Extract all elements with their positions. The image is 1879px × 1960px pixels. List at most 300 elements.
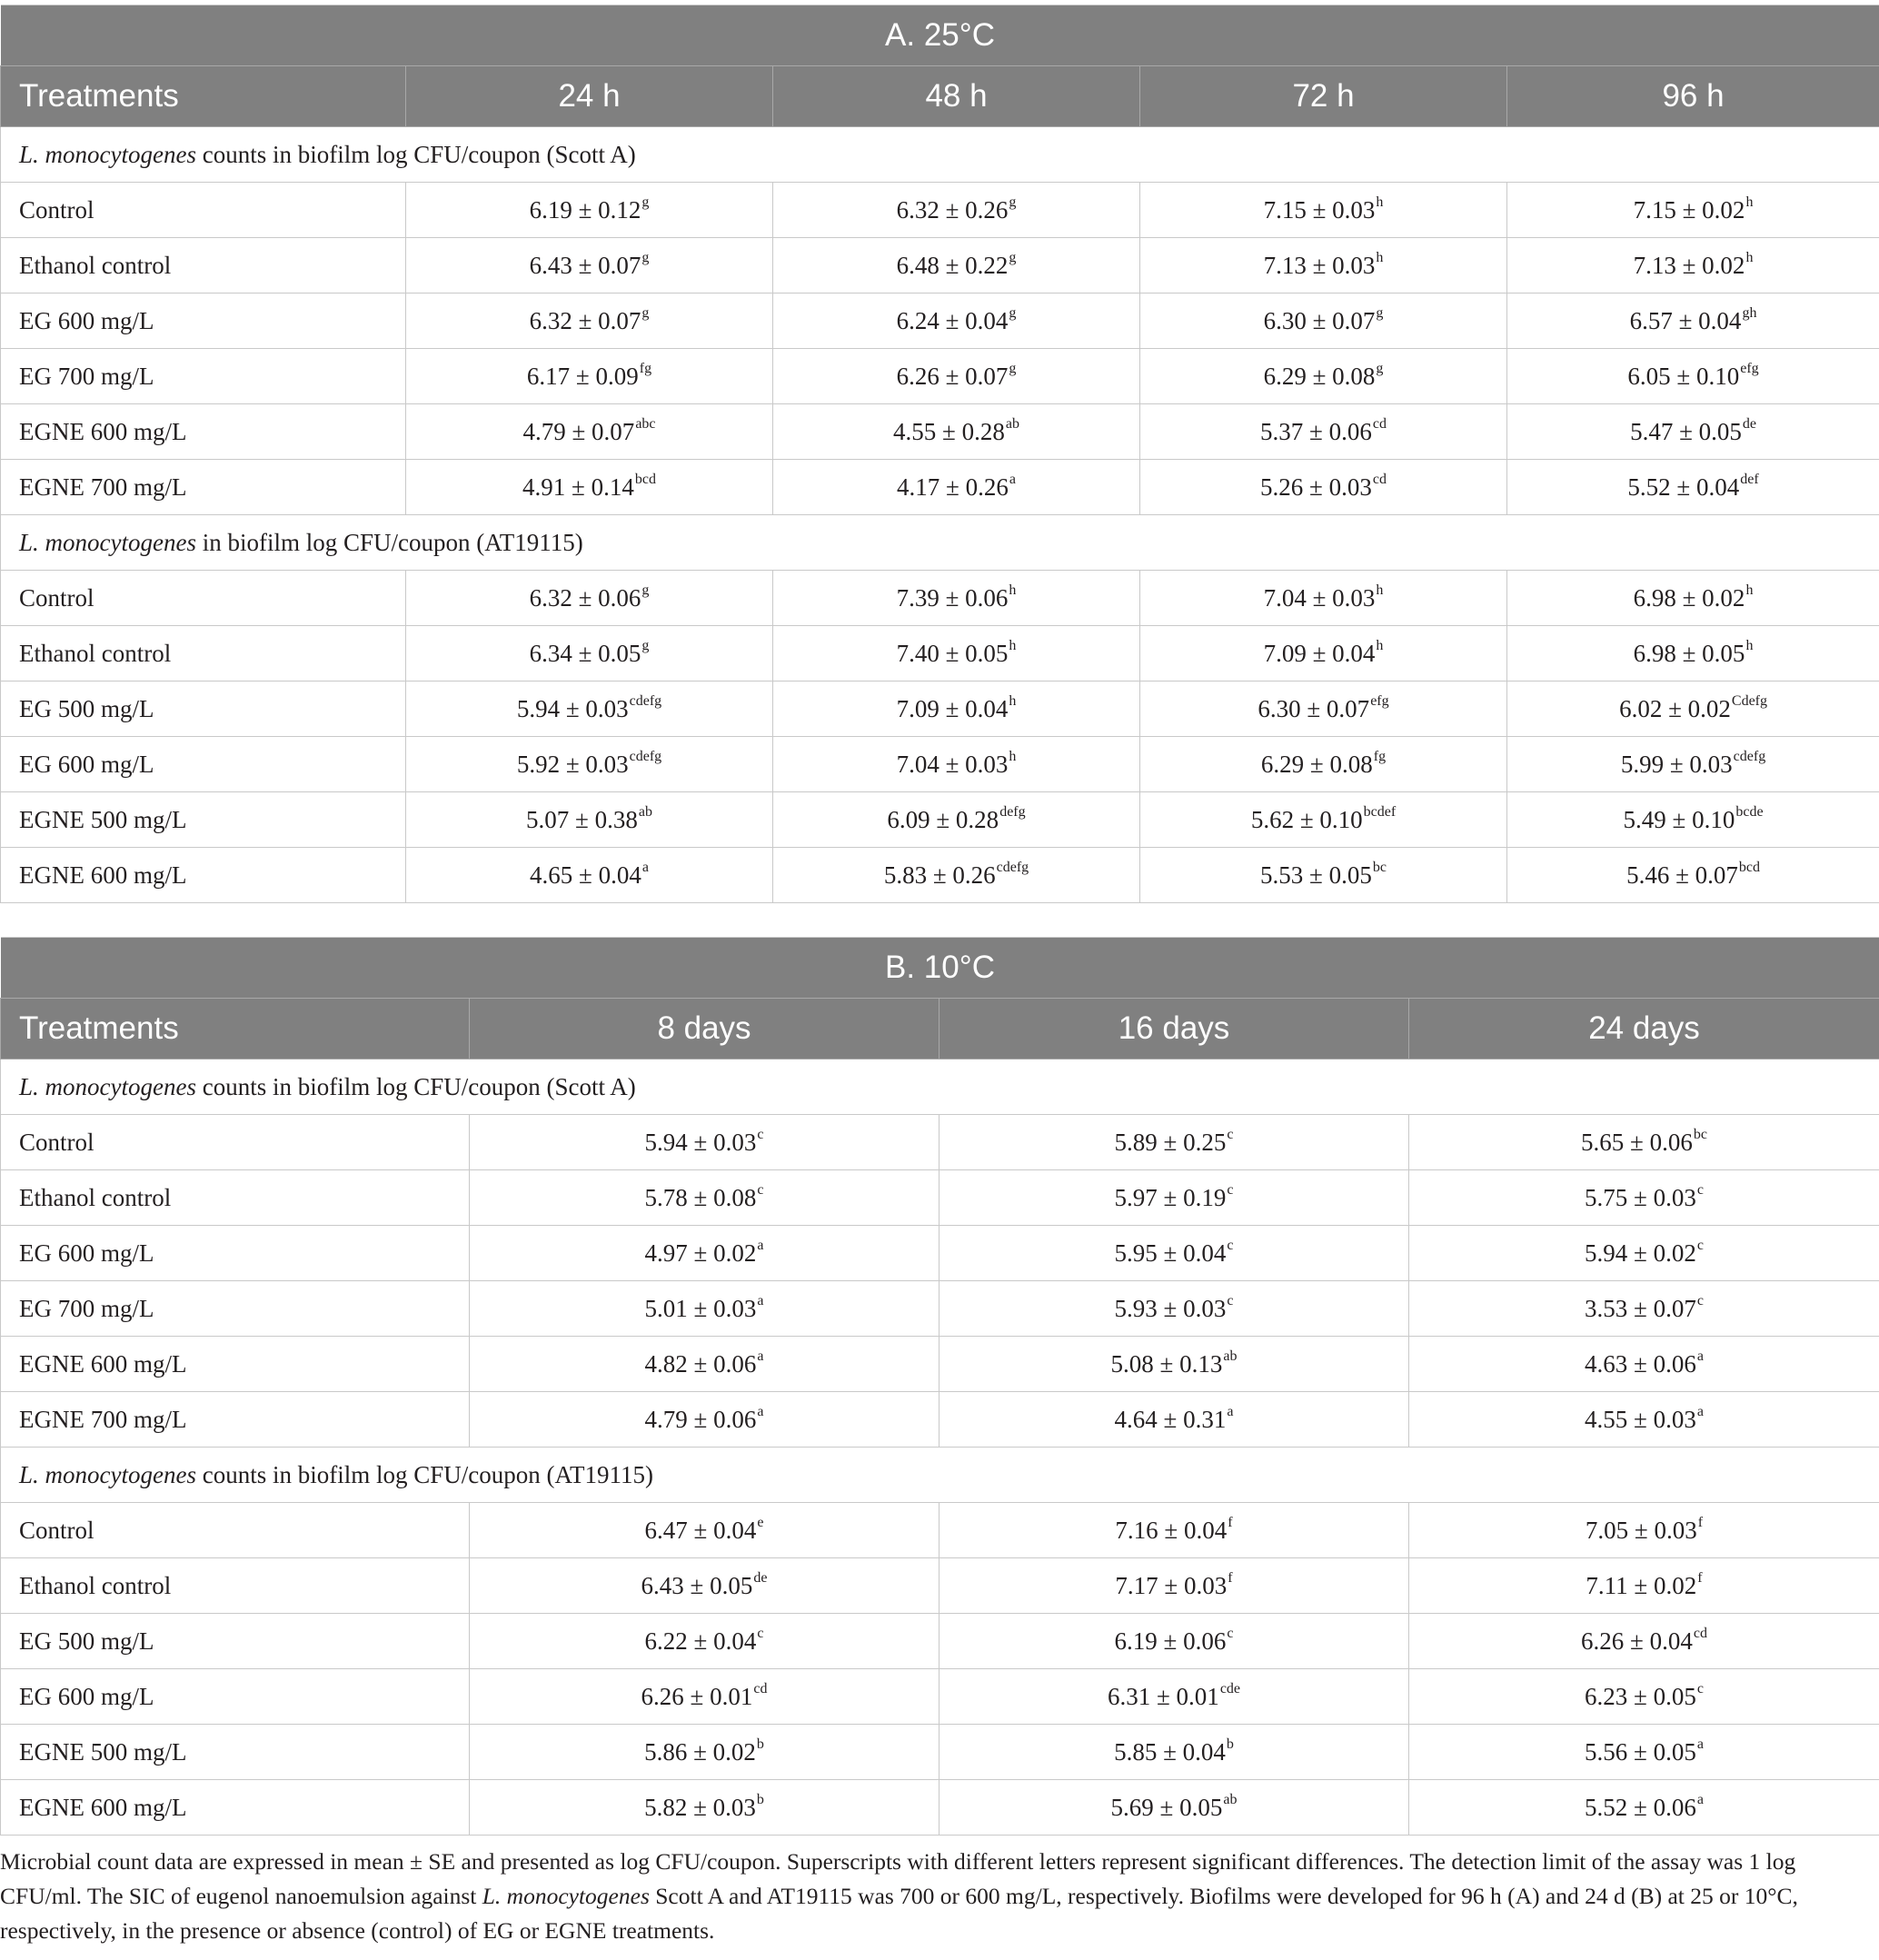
treatment-cell: EG 500 mg/L [1,1614,470,1669]
significance-letter: h [1745,582,1754,598]
value-cell [470,1392,940,1448]
significance-letter: cd [1372,471,1387,487]
value-text: 5.92 ± 0.03 [516,750,629,778]
significance-letter: g [1009,360,1017,376]
value-text: 7.11 ± 0.02 [1586,1571,1697,1599]
value-text: 5.07 ± 0.38 [526,805,638,833]
value-cell [1507,626,1879,682]
table-row [1,183,1879,238]
results-table-25c [0,5,1879,903]
treatment-cell: Ethanol control [1,626,406,682]
significance-letter: g [1376,360,1384,376]
value-cell [940,1669,1409,1725]
significance-letter: abc [635,415,656,432]
value-cell [773,626,1140,682]
table-row [1,792,1879,848]
value-cell [1507,571,1879,626]
value-text: 5.65 ± 0.06 [1581,1128,1693,1156]
value-cell [773,349,1140,404]
value-text: 6.47 ± 0.04 [644,1516,757,1544]
value-cell [940,1725,1409,1780]
treatment-cell: Control [1,1115,470,1170]
value-text: 5.78 ± 0.08 [644,1183,757,1211]
table-row [1,1170,1879,1226]
value-text: 5.47 ± 0.05 [1630,417,1742,445]
value-text: 6.24 ± 0.04 [896,306,1009,334]
value-cell [1409,1226,1879,1281]
value-cell [406,238,773,294]
table-title: B. 10°C [1,938,1879,999]
value-text: 6.29 ± 0.08 [1260,750,1373,778]
value-cell [406,294,773,349]
value-text: 5.94 ± 0.03 [516,694,629,722]
value-text: 7.04 ± 0.03 [896,750,1009,778]
value-text: 4.63 ± 0.06 [1585,1349,1696,1378]
column-header-96h: 96 h [1507,66,1879,127]
value-text: 4.17 ± 0.26 [897,473,1009,501]
significance-letter: cd [753,1680,768,1696]
value-text: 6.17 ± 0.09 [526,362,639,390]
value-cell [1507,238,1879,294]
value-cell [470,1226,940,1281]
value-text: 6.32 ± 0.26 [896,195,1009,224]
value-text: 5.53 ± 0.05 [1260,861,1372,889]
table-row [1,1558,1879,1614]
value-cell [1140,238,1507,294]
section-label: counts in biofilm log CFU/coupon (Scott A) [195,140,636,168]
significance-letter: bc [1372,859,1387,875]
value-text: 6.32 ± 0.07 [529,306,641,334]
value-cell [470,1669,940,1725]
significance-letter: g [641,637,650,653]
significance-letter: a [641,859,649,875]
significance-letter: f [1228,1514,1233,1530]
value-cell [1409,1392,1879,1448]
table-row [1,1226,1879,1281]
table-body [1,127,1879,903]
table-row [1,1392,1879,1448]
significance-letter: h [1376,249,1384,265]
value-text: 7.09 ± 0.04 [896,694,1009,722]
value-cell [1140,404,1507,460]
section-header [1,127,1879,183]
significance-letter: e [757,1514,764,1530]
value-cell [773,183,1140,238]
value-cell [1409,1337,1879,1392]
value-text: 5.46 ± 0.07 [1626,861,1738,889]
significance-letter: h [1745,194,1754,210]
table-row [1,238,1879,294]
significance-letter: c [1696,1292,1704,1308]
significance-letter: g [641,249,650,265]
significance-letter: efg [1740,360,1759,376]
value-cell [1409,1780,1879,1836]
value-text: 6.48 ± 0.22 [896,251,1009,279]
value-cell [1507,404,1879,460]
significance-letter: b [1226,1736,1234,1752]
value-cell [940,1281,1409,1337]
section-organism: L. monocytogenes [19,1072,196,1100]
value-text: 3.53 ± 0.07 [1585,1294,1696,1322]
value-cell [773,294,1140,349]
value-text: 4.97 ± 0.02 [644,1239,757,1267]
footnote-text-end: Scott A and AT19115 was 700 or 600 mg/L, respectively. Biofilms were developed for 96 h (A) and 24 d (B) at 25 or 10°C, respectively, in the presence or absence (control) of EG or EGNE treatments. [0,1883,1798,1944]
value-cell [1409,1725,1879,1780]
treatment-cell: EG 600 mg/L [1,1226,470,1281]
significance-letter: h [1745,249,1754,265]
value-text: 6.43 ± 0.05 [641,1571,753,1599]
treatment-cell: EGNE 600 mg/L [1,1780,470,1836]
table-header-row [1,66,1879,127]
value-cell [470,1558,940,1614]
table-footnote [0,1845,1872,1948]
section-header-row [1,1060,1879,1115]
section-header-row [1,127,1879,183]
significance-letter: a [1227,1403,1234,1419]
value-text: 5.69 ± 0.05 [1110,1793,1223,1821]
table-row [1,848,1879,903]
table-row [1,1281,1879,1337]
value-text: 7.15 ± 0.02 [1633,195,1745,224]
value-cell [1409,1281,1879,1337]
significance-letter: a [757,1348,764,1364]
value-cell [1507,848,1879,903]
value-text: 6.43 ± 0.07 [529,251,641,279]
value-text: 5.83 ± 0.26 [883,861,996,889]
value-text: 5.56 ± 0.05 [1585,1737,1696,1766]
value-text: 7.39 ± 0.06 [896,583,1009,612]
significance-letter: c [1227,1126,1234,1142]
value-text: 5.82 ± 0.03 [644,1793,756,1821]
value-text: 4.82 ± 0.06 [644,1349,757,1378]
table-title-row [1,5,1879,66]
value-text: 4.55 ± 0.28 [893,417,1005,445]
treatment-cell: Ethanol control [1,1558,470,1614]
significance-letter: b [756,1736,764,1752]
value-cell [1507,792,1879,848]
value-text: 6.26 ± 0.01 [641,1682,753,1710]
section-header [1,1060,1879,1115]
value-cell [406,792,773,848]
significance-letter: h [1009,748,1017,764]
column-header-24h: 24 h [406,66,773,127]
significance-letter: c [1696,1680,1704,1696]
significance-letter: cdefg [1733,748,1766,764]
significance-letter: a [757,1292,764,1308]
table-body [1,1060,1879,1836]
table-row [1,1115,1879,1170]
column-header-treatments: Treatments [1,66,406,127]
table-row [1,571,1879,626]
value-text: 7.09 ± 0.04 [1263,639,1376,667]
value-text: 4.64 ± 0.31 [1114,1405,1227,1433]
section-organism: L. monocytogenes [19,140,196,168]
value-text: 5.85 ± 0.04 [1114,1737,1226,1766]
value-text: 5.99 ± 0.03 [1620,750,1733,778]
value-text: 6.26 ± 0.07 [896,362,1009,390]
significance-letter: ab [638,803,652,820]
results-table-10c [0,937,1879,1836]
significance-letter: def [1740,471,1759,487]
table-title: A. 25°C [1,5,1879,66]
significance-letter: b [756,1791,764,1807]
significance-letter: f [1228,1569,1233,1586]
footnote-organism: L. monocytogenes [482,1883,650,1909]
value-text: 6.22 ± 0.04 [644,1627,757,1655]
table-header-row [1,999,1879,1060]
section-label: counts in biofilm log CFU/coupon (Scott A) [195,1072,636,1100]
significance-letter: h [1745,637,1754,653]
value-cell [406,682,773,737]
value-cell [1140,294,1507,349]
value-cell [1507,737,1879,792]
value-cell [773,404,1140,460]
significance-letter: h [1009,637,1017,653]
significance-letter: bcdef [1363,803,1397,820]
table-row [1,1503,1879,1558]
value-text: 5.08 ± 0.13 [1110,1349,1223,1378]
value-text: 5.89 ± 0.25 [1114,1128,1227,1156]
significance-letter: g [641,304,650,321]
value-cell [1409,1170,1879,1226]
significance-letter: bc [1693,1126,1707,1142]
section-header [1,515,1879,571]
significance-letter: f [1697,1569,1703,1586]
significance-letter: g [1009,249,1017,265]
significance-letter: ab [1223,1348,1238,1364]
value-text: 4.79 ± 0.07 [522,417,635,445]
value-text: 6.34 ± 0.05 [529,639,641,667]
table-row [1,1725,1879,1780]
value-cell [940,1392,1409,1448]
significance-letter: a [1009,471,1016,487]
significance-letter: c [1227,1625,1234,1641]
significance-letter: fg [1373,748,1387,764]
significance-letter: g [641,194,650,210]
significance-letter: h [1009,582,1017,598]
value-text: 6.57 ± 0.04 [1629,306,1742,334]
value-text: 7.15 ± 0.03 [1263,195,1376,224]
value-text: 6.30 ± 0.07 [1258,694,1370,722]
significance-letter: cdefg [996,859,1029,875]
value-cell [406,571,773,626]
value-cell [773,682,1140,737]
value-text: 5.94 ± 0.02 [1585,1239,1696,1267]
significance-letter: de [1742,415,1756,432]
significance-letter: c [1696,1181,1704,1198]
section-header-row [1,1448,1879,1503]
value-cell [470,1614,940,1669]
value-cell [940,1503,1409,1558]
value-cell [1409,1614,1879,1669]
value-text: 4.55 ± 0.03 [1585,1405,1696,1433]
column-header-8-days: 8 days [470,999,940,1060]
significance-letter: h [1376,194,1384,210]
value-text: 4.65 ± 0.04 [530,861,641,889]
value-text: 6.09 ± 0.28 [887,805,999,833]
significance-letter: bcd [1738,859,1760,875]
value-cell [773,848,1140,903]
table-row [1,404,1879,460]
value-text: 7.13 ± 0.02 [1633,251,1745,279]
table-row [1,1669,1879,1725]
treatment-cell: Ethanol control [1,238,406,294]
column-header-72h: 72 h [1140,66,1507,127]
treatment-cell: EGNE 700 mg/L [1,1392,470,1448]
table-row [1,737,1879,792]
significance-letter: cde [1219,1680,1241,1696]
table-row [1,682,1879,737]
treatment-cell: EG 600 mg/L [1,737,406,792]
significance-letter: f [1697,1514,1704,1530]
value-cell [406,349,773,404]
significance-letter: cdefg [629,692,662,709]
significance-letter: gh [1742,304,1757,321]
table-title-row [1,938,1879,999]
significance-letter: c [1227,1292,1234,1308]
treatment-cell: EG 600 mg/L [1,294,406,349]
value-cell [1507,682,1879,737]
significance-letter: a [1696,1348,1704,1364]
value-text: 4.91 ± 0.14 [522,473,634,501]
value-cell [1507,294,1879,349]
value-text: 6.02 ± 0.02 [1619,694,1731,722]
treatment-cell: EG 700 mg/L [1,1281,470,1337]
value-cell [470,1725,940,1780]
value-cell [940,1614,1409,1669]
significance-letter: bcde [1735,803,1764,820]
section-organism: L. monocytogenes [19,1460,196,1488]
treatment-cell: EG 500 mg/L [1,682,406,737]
value-text: 6.98 ± 0.02 [1633,583,1745,612]
significance-letter: fg [639,360,652,376]
value-text: 6.30 ± 0.07 [1263,306,1376,334]
significance-letter: ab [1223,1791,1238,1807]
value-cell [470,1281,940,1337]
value-cell [940,1170,1409,1226]
value-cell [940,1780,1409,1836]
significance-letter: a [1696,1736,1704,1752]
significance-letter: cd [1693,1625,1707,1641]
treatment-cell: Control [1,183,406,238]
significance-letter: c [1696,1237,1704,1253]
table-row [1,294,1879,349]
significance-letter: a [1696,1403,1704,1419]
treatment-cell: EGNE 500 mg/L [1,792,406,848]
significance-letter: c [1227,1181,1234,1198]
significance-letter: Cdefg [1731,692,1767,709]
value-cell [470,1780,940,1836]
value-cell [1140,848,1507,903]
value-cell [1140,349,1507,404]
table-row [1,460,1879,515]
significance-letter: defg [999,803,1026,820]
treatment-cell: EGNE 500 mg/L [1,1725,470,1780]
value-cell [940,1115,1409,1170]
value-cell [1140,792,1507,848]
value-cell [406,404,773,460]
value-text: 5.75 ± 0.03 [1585,1183,1696,1211]
column-header-16-days: 16 days [940,999,1409,1060]
value-text: 5.93 ± 0.03 [1114,1294,1227,1322]
table-row [1,1780,1879,1836]
value-text: 7.13 ± 0.03 [1263,251,1376,279]
treatment-cell: Control [1,571,406,626]
value-text: 5.26 ± 0.03 [1260,473,1372,501]
table-row [1,1614,1879,1669]
value-cell [406,737,773,792]
value-text: 6.32 ± 0.06 [529,583,641,612]
value-text: 7.17 ± 0.03 [1115,1571,1228,1599]
significance-letter: de [753,1569,768,1586]
value-cell [1507,349,1879,404]
significance-letter: a [757,1237,764,1253]
value-cell [1409,1558,1879,1614]
value-cell [1140,682,1507,737]
value-cell [1409,1503,1879,1558]
value-cell [470,1115,940,1170]
significance-letter: efg [1370,692,1389,709]
value-text: 5.95 ± 0.04 [1114,1239,1227,1267]
value-cell [773,238,1140,294]
column-header-48h: 48 h [773,66,1140,127]
significance-letter: g [1009,194,1017,210]
value-text: 5.94 ± 0.03 [644,1128,757,1156]
treatment-cell: EG 700 mg/L [1,349,406,404]
significance-letter: g [1376,304,1384,321]
section-label: in biofilm log CFU/coupon (AT19115) [195,528,583,556]
value-cell [470,1170,940,1226]
value-cell [773,737,1140,792]
value-text: 6.31 ± 0.01 [1107,1682,1219,1710]
table-row [1,1337,1879,1392]
significance-letter: c [757,1625,764,1641]
value-cell [1507,460,1879,515]
value-cell [406,183,773,238]
value-text: 6.26 ± 0.04 [1581,1627,1693,1655]
table-row [1,626,1879,682]
value-cell [1140,183,1507,238]
column-header-treatments: Treatments [1,999,470,1060]
section-header-row [1,515,1879,571]
value-text: 7.40 ± 0.05 [896,639,1009,667]
treatment-cell: EGNE 600 mg/L [1,848,406,903]
value-text: 4.79 ± 0.06 [644,1405,757,1433]
column-header-24-days: 24 days [1409,999,1879,1060]
treatment-cell: EG 600 mg/L [1,1669,470,1725]
value-text: 7.05 ± 0.03 [1585,1516,1697,1544]
value-cell [470,1503,940,1558]
value-text: 7.04 ± 0.03 [1263,583,1376,612]
value-cell [773,792,1140,848]
value-text: 5.97 ± 0.19 [1114,1183,1227,1211]
significance-letter: c [757,1126,764,1142]
value-cell [406,460,773,515]
value-text: 5.01 ± 0.03 [644,1294,757,1322]
value-cell [1140,737,1507,792]
significance-letter: c [1227,1237,1234,1253]
value-cell [1140,571,1507,626]
section-label: counts in biofilm log CFU/coupon (AT19115) [195,1460,653,1488]
value-text: 6.23 ± 0.05 [1585,1682,1696,1710]
value-text: 5.86 ± 0.02 [644,1737,756,1766]
treatment-cell: EGNE 700 mg/L [1,460,406,515]
value-text: 5.52 ± 0.06 [1585,1793,1696,1821]
significance-letter: bcd [634,471,656,487]
section-organism: L. monocytogenes [19,528,196,556]
value-text: 5.52 ± 0.04 [1627,473,1740,501]
significance-letter: a [757,1403,764,1419]
